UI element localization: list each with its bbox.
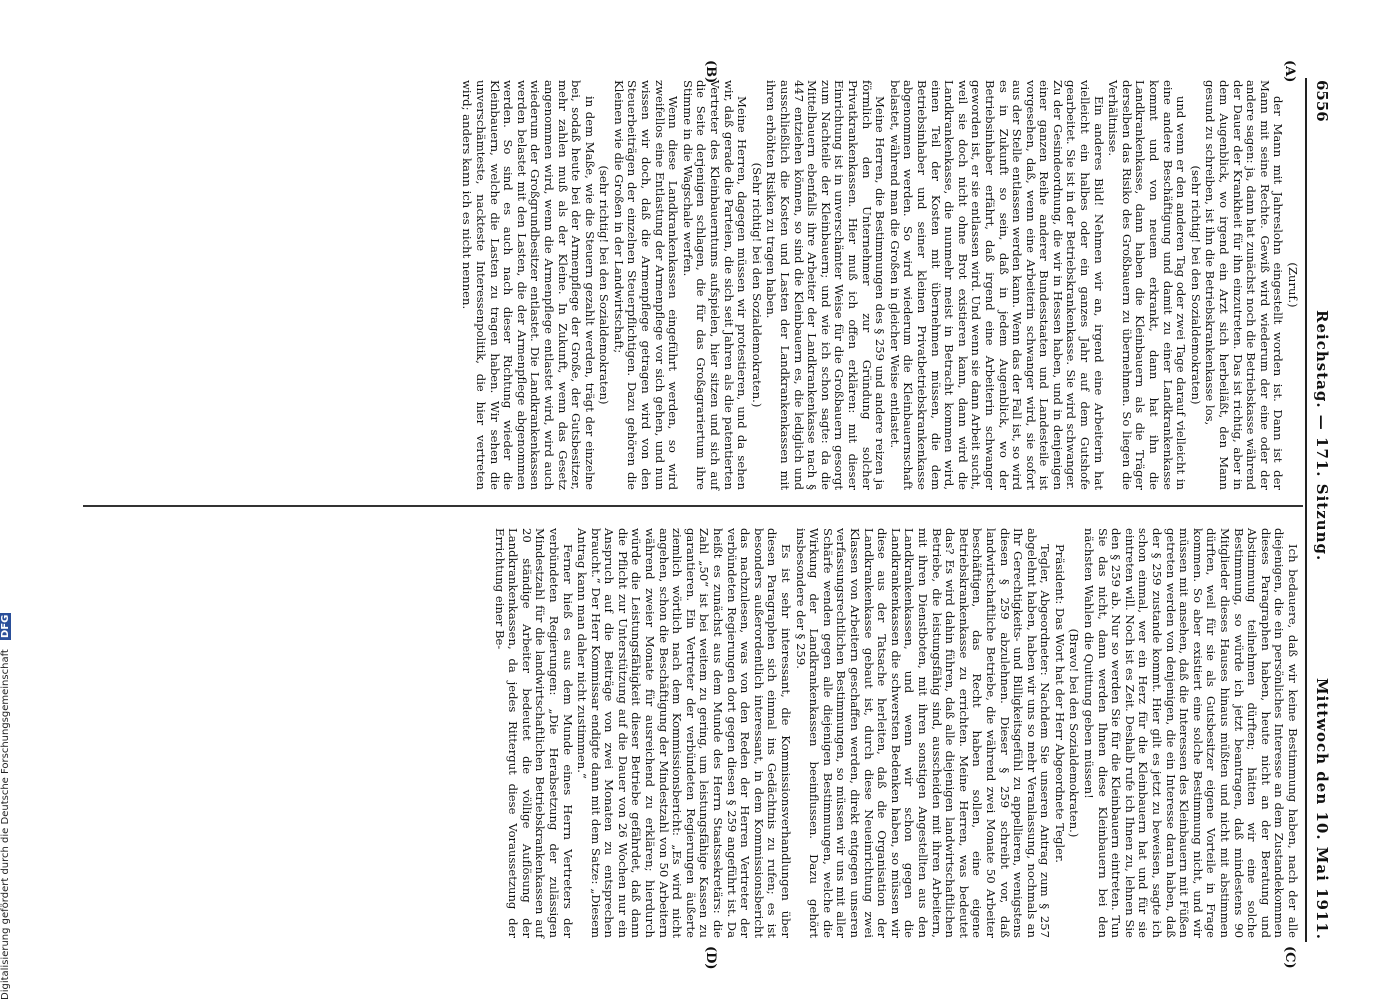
footer-text: Digitalisierung gefördert durch die Deutsche Forschungsgemeinschaft [0, 649, 11, 1000]
session-title: Reichstag. — 171. Sitzung. [1313, 310, 1331, 562]
paragraph: Ferner hieß es aus dem Munde eines Herrn Vertreters der verbündeten Regierungen: „Die Herabsetzung der zulässigen Mindestzahl für die landwirtschaftlichen Betriebskrankenkassen auf 20 ständige Arbeiter bedeutet die völlige Auflösung der Landkrankenkassen, da jedes Rittergut diese Voraussetzung der Errichtung einer Be- [492, 528, 575, 938]
right-column [491, 528, 1299, 938]
margin-marker-d: (D) [703, 946, 718, 970]
margin-marker-c: (C) [1282, 946, 1297, 969]
footer [0, 0, 14, 1000]
paragraph: der Mann mit Jahreslohn eingestellt worden ist. Dann ist der Mann mit seine Rechte. Gewiß wird wiederum der eine oder der andere sagen: ja, dann hat zunächst noch die Betriebskasse während der Dauer der Krankheit für ihn einzutreten. Das ist richtig, aber in dem Augenblick, wo irgend ein Arzt sich herbeiläßt, den Mann gesund zu schreiben, ist ihn die Betriebskrankenkasse los, [1203, 80, 1286, 490]
paragraph: in dem Maße, wie die Steuern gezahlt werden, trägt der einzelne bei, sodaß heute bei der Armenpflege der Große, der Gutsbesitzer, mehr zahlen muß als der Kleine. In Zukunft, wenn das Gesetz angenommen wird, wenn die Armenpflege entlastet wird, wird auch wiederum der Großgrundbesitzer entlastet. Die Landkrankenkassen werden belastet mit den Lasten, die der Armenpflege abgenommen werden. So sind es auch nach dieser Richtung wieder die Kleinbauern, welche die Lasten zu tragen haben. Wir sehen die unverschämteste, nackteste Interessenpolitik, die hier vertreten wird; anders kann ich es nicht nennen. [460, 80, 597, 490]
column-divider [83, 505, 1303, 507]
margin-marker-a: (A) [1282, 60, 1297, 83]
paragraph: (Bravo! bei den Sozialdemokraten.) [1067, 628, 1082, 838]
paragraph: Meine Herren, die Bestimmungen des § 259 und andere reizen ja förmlich den Unternehmer zur Gründung solcher Privatkrankenkassen. Hier muß ich offen erklären: mit dieser Einrichtung ist in unverschämter Weise für die Großbauern gesorgt zum Nachteile der Kleinbauern; und wie ich schon sagte: da die Mittelbauern ebenfalls ihre Arbeiter der Landkrankenkasse nach § 447 entziehen können, so sind die Kleinbauern es, die lediglich und ausschließlich die Kosten und Lasten der Landkrankenkassen mit ihren erhöhten Risiken zu tragen haben. [764, 80, 888, 490]
paragraph: Wenn diese Landkrankenkassen eingeführt werden, so wird zweifellos eine Entlastung der Armenpflege vor sich gehen, und nun wissen wir doch, daß die Armenpflege getragen wird von den Steuerbeiträgen der einzelnen Steuerpflichtigen. Dazu gehören die Kleinen wie die Großen in der Landwirtschaft; [611, 80, 681, 490]
paragraph: (Zuruf.) [1286, 262, 1300, 308]
paragraph: Präsident: Das Wort hat der Herr Abgeordnete Tegler. [1052, 544, 1067, 863]
paragraph: und wenn er den anderen Tag oder zwei Tage darauf vielleicht in eine andere Beschäftigung und damit zu einer Landkrankenkasse kommt und von neuem erkrankt, dann hat ihn die Landkrankenkasse, dann haben die Kleinbauern als die Träger derselben das Risiko des Großbauern zu übernehmen. So liegen die Verhältnisse. [1106, 80, 1189, 490]
paragraph: (sehr richtig! bei den Sozialdemokraten) [597, 165, 612, 405]
header-rule [1305, 78, 1307, 942]
paragraph: Tegler, Abgeordneter: Nachdem Sie unseren Antrag zum § 257 abgelehnt haben, haben wir uns so mehr Veranlassung, nochmals an Ihr Gerechtigkeits- und Billigkeitsgefühl zu appellieren, wenigstens diesen § 259 abzulehnen. Dieser § 259 schreibt vor, daß landwirtschaftliche Betriebe, die während zwei Monate 50 Arbeiter beschäftigen, das Recht haben sollen, eine eigene Betriebskrankenkasse zu errichten. Meine Herren, was bedeutet das? Es wird dahin führen, daß alle diejenigen landwirtschaftlichen Betriebe, die leistungsfähig sind, ausscheiden mit ihren Arbeitern, mit ihren Dienstboten, mit ihren sonstigen Angestellten aus den Landkrankenkassen, und wenn wir schon gegen die Landkrankenkassen die schwersten Bedenken haben, so müssen wir diese aus der Tatsache herleiten, daß die Organisation der Landkrankenkasse gebaut ist, durch diese Neueinrichtung zwei Klassen von Arbeitern geschaffen werden, direkt entgegen unseren verfassungsrechtlichen Bestimmungen, so müssen wir uns mit aller Schärfe wenden gegen alle diejenigen Bestimmungen, welche die Wirkung der Landkrankenkassen beeinflussen. Dazu gehört insbesondere der § 259. [793, 528, 1053, 938]
paragraph: Ein anderes Bild! Nehmen wir an, irgend eine Arbeiterin hat vielleicht ein halbes oder ein ganzes Jahr auf dem Gutshofe gearbeitet. Sie ist in der Betriebskrankenkasse. Sie wird schwanger. Zu der Gesindeordnung, die wir in Hessen haben, und in denjenigen einer ganzen Reihe anderer Bundesstaaten und Landesteile ist vorgesehen, daß, wenn eine Arbeiterin schwanger wird, sie sofort aus der Stelle entlassen werden kann. Wenn das der Fall ist, so wird es in Zukunft so sein, daß in jedem Augenblick, wo der Betriebsinhaber erfährt, daß irgend eine Arbeiterin schwanger geworden ist, er sie entlassen wird. Und wenn sie dann Arbeit sucht, weil sie doch nicht ohne Brot existieren kann, dann wird die Landkrankenkasse, die nunmehr meist in Betracht kommen wird, einen Teil der Kosten mit übernehmen müssen, die dem Betriebsinhaber und seiner kleinen Privatbetriebskrankenkasse abgenommen werden. So wird wiederum die Kleinbauernschaft belastet, während man die Großen in gleicher Weise entlastet. [887, 80, 1106, 490]
paragraph: Ich bedauere, daß wir keine Bestimmung haben, nach der alle diejenigen, die ein persönliches Interesse an dem Zustandekommen dieses Paragraphen haben, heute nicht an der Beratung und Abstimmung teilnehmen dürften; hätten wir eine solche Bestimmung, so würde ich jetzt beantragen, daß mindestens 90 Mitglieder dieses Hauses hinaus müßten und nicht mit abstimmen dürften, weil für sie als Gutsbesitzer eigene Vorteile in Frage kommen. So aber existiert eine solche Bestimmung nicht, und wir müssen mit ansehen, daß die Interessen des Kleinbauern mit Füßen getreten werden von denjenigen, die ein Interesse daran haben, daß der § 259 zustande kommt. Hier gilt es jetzt zu beweisen, sagte ich schon einmal, wer ein Herz für die Kleinbauern hat und für sie eintreten will. Noch ist es Zeit. Deshalb rufe ich Ihnen zu, lehnen Sie den § 259 ab. Nur so werden Sie für die Kleinbauern eintreten. Tun Sie das nicht, dann werden Ihnen diese Kleinbauern bei den nächsten Wahlen die Quittung geben müssen! [1082, 528, 1300, 938]
paragraph: Es ist sehr interessant, die Kommissionsverhandlungen über diesen Paragraphen sich einmal ins Gedächtnis zu rufen; es ist besonders außerordentlich interessant, in dem Kommissionsbericht das nachzulesen, was von den Reden der Herren Vertreter der verbündeten Regierungen dort gegen diesen § 259 angeführt ist. Da heißt es zunächst aus dem Munde des Herrn Staatssekretärs: die Zahl „50“ ist bei weitem zu gering, um leistungsfähige Kassen zu garantieren. Ein Vertreter der verbündeten Regierungen äußerte ziemlich wörtlich nach dem Kommissionsbericht: „Es wird nicht angehen, schon die Beschäftigung der Mindestzahl von 50 Arbeitern während zweier Monate für ausreichend zu erklären; hierdurch würde die Leistungsfähigkeit dieser Betriebe gefährdet, daß dann die Pflicht zur Unterstützung auf die Dauer von 26 Wochen nur ein Anspruch auf die Beiträge von zwei Monaten zu entsprechen braucht.“ Der Herr Kommissar endigte dann mit dem Satze: „Diesem Antrag kann man daher nicht zustimmen.“ [575, 528, 794, 938]
page-header [1307, 80, 1331, 940]
left-column [459, 80, 1299, 490]
dfg-logo: DFG [0, 614, 11, 638]
paragraph: Meine Herren, dagegen müssen wir protestieren, und da sehen wir, daß gerade die Parteien, die sich seit Jahren als die patentierten Vertreter des Kleinbauerntums aufspielen, hier sitzen und sich auf die Seite derjenigen schlagen, die für das Großagrariertum ihre Stimme in die Wagschale werfen. [680, 80, 750, 490]
session-date: Mittwoch den 10. Mai 1911. [1313, 677, 1331, 940]
margin-marker-b: (B) [703, 60, 718, 84]
page-number: 6556 [1313, 80, 1331, 122]
paragraph: (Sehr richtig! bei den Sozialdemokraten.) [749, 162, 764, 408]
paragraph: (sehr richtig! bei den Sozialdemokraten) [1188, 165, 1203, 405]
